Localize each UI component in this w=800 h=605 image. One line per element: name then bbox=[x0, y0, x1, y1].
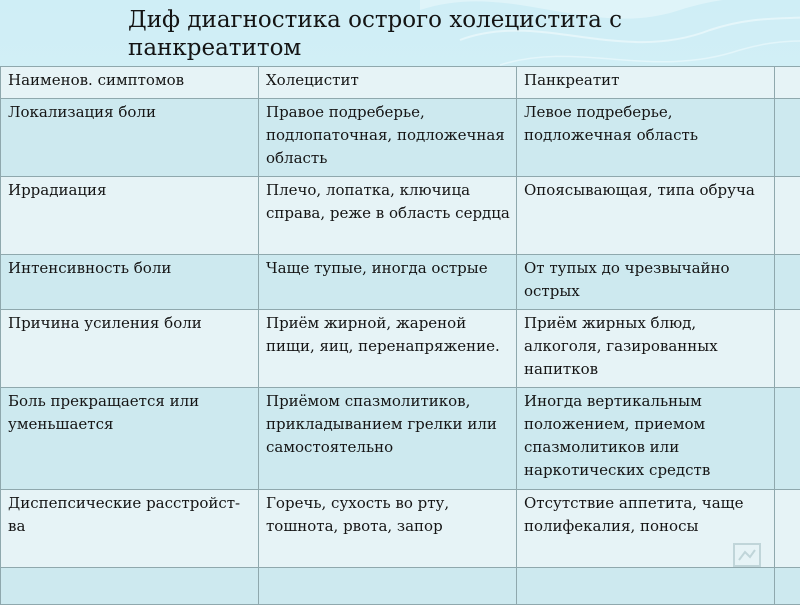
table-row bbox=[1, 255, 800, 310]
cell-pancreatitis: От тупых до чрезвычайно острых bbox=[517, 255, 775, 310]
cell-cholecystitis: Приём жирной, жареной пищи, яиц, перенапряжение. bbox=[259, 310, 517, 388]
cell-extra bbox=[775, 177, 800, 255]
cell-symptom bbox=[1, 568, 259, 605]
cell-symptom: Боль прекращается или уменьшается bbox=[1, 388, 259, 490]
table-row bbox=[1, 177, 800, 255]
cell-pancreatitis: Отсутствие аппетита, чаще полифекалия, поносы bbox=[517, 490, 775, 568]
cell-symptom: Причина усиления боли bbox=[1, 310, 259, 388]
watermark-icon bbox=[730, 538, 764, 572]
comparison-table bbox=[0, 66, 800, 605]
cell-cholecystitis: Плечо, лопатка, ключица справа, реже в область сердца bbox=[259, 177, 517, 255]
cell-pancreatitis: Иногда вертикальным положением, приемом спазмолитиков или наркотических средств bbox=[517, 388, 775, 490]
table-row bbox=[1, 568, 800, 605]
cell-extra bbox=[775, 490, 800, 568]
table-row bbox=[1, 490, 800, 568]
cell-cholecystitis bbox=[259, 568, 517, 605]
table-row bbox=[1, 310, 800, 388]
table-row bbox=[1, 99, 800, 177]
cell-pancreatitis: Опоясывающая, типа обруча bbox=[517, 177, 775, 255]
cell-extra bbox=[775, 310, 800, 388]
cell-extra bbox=[775, 568, 800, 605]
cell-symptom: Диспепсические расстройст-ва bbox=[1, 490, 259, 568]
cell-pancreatitis: Приём жирных блюд, алкоголя, газированных напитков bbox=[517, 310, 775, 388]
comparison-table-container bbox=[0, 66, 800, 600]
cell-pancreatitis bbox=[517, 568, 775, 605]
cell-symptom: Иррадиация bbox=[1, 177, 259, 255]
cell-cholecystitis: Горечь, сухость во рту, тошнота, рвота, запор bbox=[259, 490, 517, 568]
cell-cholecystitis: Правое подреберье, подлопаточная, подложечная область bbox=[259, 99, 517, 177]
header-pancreatitis: Панкреатит bbox=[517, 67, 775, 99]
cell-symptom: Интенсивность боли bbox=[1, 255, 259, 310]
cell-extra bbox=[775, 99, 800, 177]
header-extra bbox=[775, 67, 800, 99]
cell-pancreatitis: Левое подреберье, подложечная область bbox=[517, 99, 775, 177]
header-cholecystitis: Холецистит bbox=[259, 67, 517, 99]
cell-cholecystitis: Чаще тупые, иногда острые bbox=[259, 255, 517, 310]
cell-extra bbox=[775, 255, 800, 310]
cell-cholecystitis: Приёмом спазмолитиков, прикладыванием грелки или самостоятельно bbox=[259, 388, 517, 490]
cell-extra bbox=[775, 388, 800, 490]
table-header-row bbox=[1, 67, 800, 99]
header-symptom: Наименов. симптомов bbox=[1, 67, 259, 99]
table-row bbox=[1, 388, 800, 490]
slide-title: Диф диагностика острого холецистита с панкреатитом bbox=[128, 6, 768, 62]
cell-symptom: Локализация боли bbox=[1, 99, 259, 177]
